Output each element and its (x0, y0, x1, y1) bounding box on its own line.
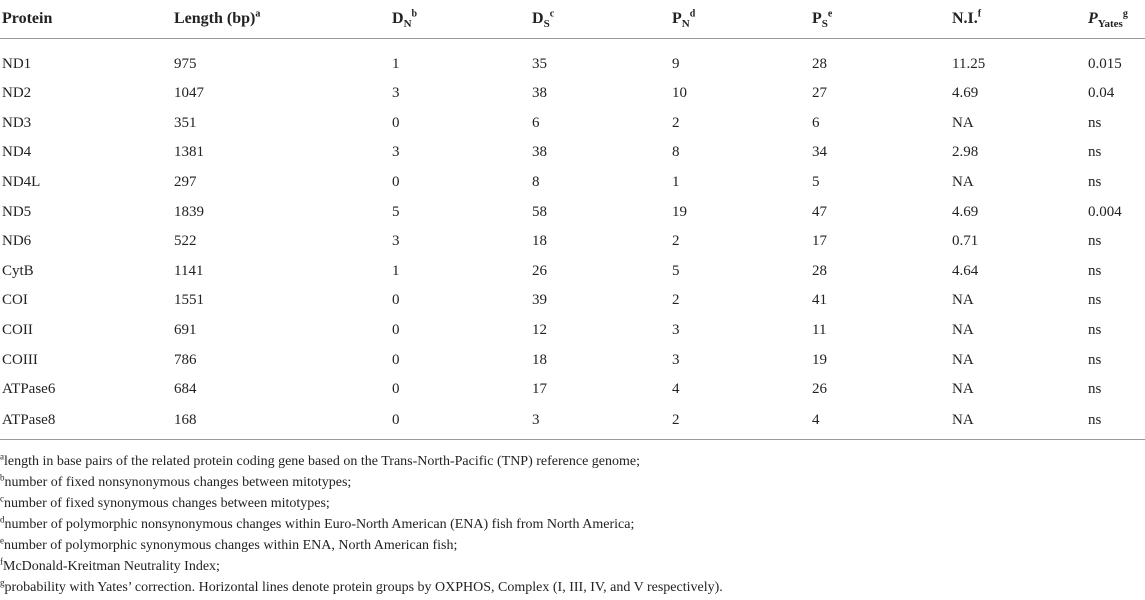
cell-length: 1839 (174, 203, 204, 220)
col-header-ps: $P_S^e$ (810, 0, 950, 39)
cell-ni: NA (950, 405, 1086, 440)
cell-protein: COIII (2, 351, 38, 368)
footnote-text: McDonald-Kreitman Neutrality Index; (3, 559, 220, 574)
cell-pn: 2 (672, 292, 680, 309)
cell-ds: 58 (532, 203, 547, 220)
footnote-mark: b (0, 472, 5, 483)
cell-ps: 41 (812, 292, 827, 309)
footnote-mark: a (0, 451, 4, 462)
table-footnotes (0, 451, 1145, 598)
cell-length: 351 (174, 114, 197, 131)
cell-dn: 3 (392, 144, 400, 161)
cell-dn: 0 (392, 292, 400, 309)
cell-ds: 26 (532, 262, 547, 279)
cell-p: 0.015 (1088, 55, 1122, 72)
cell-ni: NA (952, 292, 974, 309)
cell-p: ns (1088, 322, 1102, 339)
cell-protein: ND3 (2, 114, 32, 131)
footnote-d (0, 514, 1145, 535)
cell-length: 168 (172, 405, 390, 440)
cell-ps: 28 (812, 262, 827, 279)
cell-ds: 3 (530, 405, 670, 440)
cell-pn: 3 (672, 322, 680, 339)
cell-protein: ND2 (2, 85, 32, 102)
cell-ps: 5 (812, 174, 820, 191)
cell-length: 975 (174, 55, 197, 72)
table-row (0, 405, 1145, 440)
cell-ni: 11.25 (952, 55, 986, 72)
cell-ni: 4.64 (952, 262, 979, 279)
cell-ps: 34 (812, 144, 827, 161)
cell-dn: 3 (392, 85, 400, 102)
col-header-ds: $D_S^c$ (530, 0, 670, 39)
header-row (0, 0, 1145, 39)
footnote-text: number of polymorphic synonymous changes within ENA, North American fish; (4, 538, 458, 553)
cell-p: ns (1088, 351, 1102, 368)
cell-pn: 19 (672, 203, 687, 220)
cell-protein: ND4L (2, 174, 41, 191)
cell-pn: 2 (672, 114, 680, 131)
cell-length: 1141 (174, 262, 204, 279)
cell-pn: 4 (672, 381, 680, 398)
cell-length: 691 (174, 322, 197, 339)
footnote-mark: g (0, 577, 5, 588)
cell-dn: 1 (392, 262, 400, 279)
table-row (0, 109, 1145, 139)
cell-ps: 27 (812, 85, 827, 102)
cell-p: ns (1088, 381, 1102, 398)
footnote-b (0, 472, 1145, 493)
cell-pn: 2 (672, 233, 680, 250)
cell-length: 1381 (174, 144, 204, 161)
cell-dn: 0 (390, 405, 530, 440)
cell-ds: 8 (532, 174, 540, 191)
table-row (0, 168, 1145, 198)
cell-ni: NA (952, 174, 974, 191)
cell-pn: 8 (672, 144, 680, 161)
cell-p: ns (1088, 114, 1102, 131)
col-header-protein: Protein (0, 0, 172, 39)
table-row (0, 375, 1145, 405)
cell-length: 1047 (174, 85, 204, 102)
cell-ni: 4.69 (952, 203, 979, 220)
cell-length: 786 (174, 351, 197, 368)
table-row (0, 316, 1145, 346)
cell-length: 684 (174, 381, 197, 398)
cell-protein: COII (2, 322, 33, 339)
footnote-c (0, 493, 1145, 514)
footnote-e (0, 535, 1145, 556)
cell-ds: 35 (532, 55, 547, 72)
footnote-mark: c (0, 493, 4, 504)
cell-ni: NA (952, 351, 974, 368)
cell-dn: 5 (392, 203, 400, 220)
cell-p: ns (1088, 233, 1102, 250)
cell-pn: 2 (670, 405, 810, 440)
cell-protein: ND1 (2, 55, 32, 72)
cell-pn: 5 (672, 262, 680, 279)
cell-ni: NA (952, 114, 974, 131)
footnote-f (0, 556, 1145, 577)
cell-protein: ND5 (2, 203, 32, 220)
table-row (0, 197, 1145, 227)
cell-ds: 38 (532, 144, 547, 161)
footnote-text: number of fixed nonsynonymous changes between mitotypes; (4, 475, 352, 490)
cell-dn: 3 (392, 233, 400, 250)
footnote-text: number of polymorphic nonsynonymous changes within Euro-North American (ENA) fish from North America; (4, 517, 635, 532)
cell-ni: 2.98 (952, 144, 979, 161)
cell-protein: ND6 (2, 233, 32, 250)
cell-ni: NA (952, 322, 974, 339)
cell-p: ns (1088, 174, 1102, 191)
table-row (0, 286, 1145, 316)
cell-ds: 18 (532, 233, 547, 250)
cell-length: 1551 (174, 292, 204, 309)
table-row (0, 39, 1145, 80)
cell-pn: 9 (672, 55, 680, 72)
cell-ps: 19 (812, 351, 827, 368)
cell-ps: 47 (812, 203, 827, 220)
footnote-g (0, 577, 1145, 598)
col-header-dn: $D_N^b$ (390, 0, 530, 39)
footnote-mark: d (0, 514, 5, 525)
table-row (0, 138, 1145, 168)
footnote-text: number of fixed synonymous changes between mitotypes; (4, 496, 330, 511)
footnote-a (0, 451, 1145, 472)
col-header-pyates: $P_{Yates}^g$ (1086, 0, 1145, 39)
cell-protein: COI (2, 292, 28, 309)
cell-p: ns (1088, 144, 1102, 161)
table-body (0, 39, 1145, 440)
cell-ps: 26 (812, 381, 827, 398)
cell-dn: 0 (392, 322, 400, 339)
cell-ds: 12 (532, 322, 547, 339)
cell-ni: 0.71 (952, 233, 979, 250)
col-header-ni: N.I.$^f$ (950, 0, 1086, 39)
cell-pn: 1 (672, 174, 680, 191)
cell-length: 297 (174, 174, 197, 191)
cell-p: 0.04 (1088, 85, 1115, 102)
cell-ni: 4.69 (952, 85, 979, 102)
table-row (0, 79, 1145, 109)
cell-ds: 6 (532, 114, 540, 131)
cell-ds: 38 (532, 85, 547, 102)
cell-length: 522 (174, 233, 197, 250)
footnote-text: length in base pairs of the related protein coding gene based on the Trans-North-Pacific (TNP) reference genome; (4, 454, 641, 469)
footnote-text: probability with Yates’ correction. Horizontal lines denote protein groups by OXPHOS, Complex (I, III, IV, and V respectively). (4, 580, 723, 595)
cell-ps: 4 (810, 405, 950, 440)
cell-ni: NA (952, 381, 974, 398)
cell-dn: 0 (392, 381, 400, 398)
cell-ds: 18 (532, 351, 547, 368)
cell-ds: 17 (532, 381, 547, 398)
cell-ps: 17 (812, 233, 827, 250)
cell-p: ns (1088, 262, 1102, 279)
cell-dn: 0 (392, 351, 400, 368)
cell-ps: 28 (812, 55, 827, 72)
cell-ps: 6 (812, 114, 820, 131)
cell-p: 0.004 (1088, 203, 1122, 220)
col-header-length: Length (bp)$^a$ (172, 0, 390, 39)
cell-pn: 3 (672, 351, 680, 368)
cell-ps: 11 (812, 322, 827, 339)
col-header-pn: $P_N^d$ (670, 0, 810, 39)
cell-dn: 0 (392, 114, 400, 131)
cell-protein: ND4 (2, 144, 32, 161)
cell-pn: 10 (672, 85, 687, 102)
cell-protein: CytB (2, 262, 34, 279)
cell-ds: 39 (532, 292, 547, 309)
cell-protein: ATPase6 (2, 381, 56, 398)
cell-dn: 1 (392, 55, 400, 72)
footnote-mark: e (0, 535, 4, 546)
cell-protein: ATPase8 (0, 405, 172, 440)
cell-p: ns (1086, 405, 1145, 440)
table-row (0, 345, 1145, 375)
footnote-mark: f (0, 556, 3, 567)
cell-p: ns (1088, 292, 1102, 309)
table-row (0, 227, 1145, 257)
cell-dn: 0 (392, 174, 400, 191)
table-row (0, 257, 1145, 287)
